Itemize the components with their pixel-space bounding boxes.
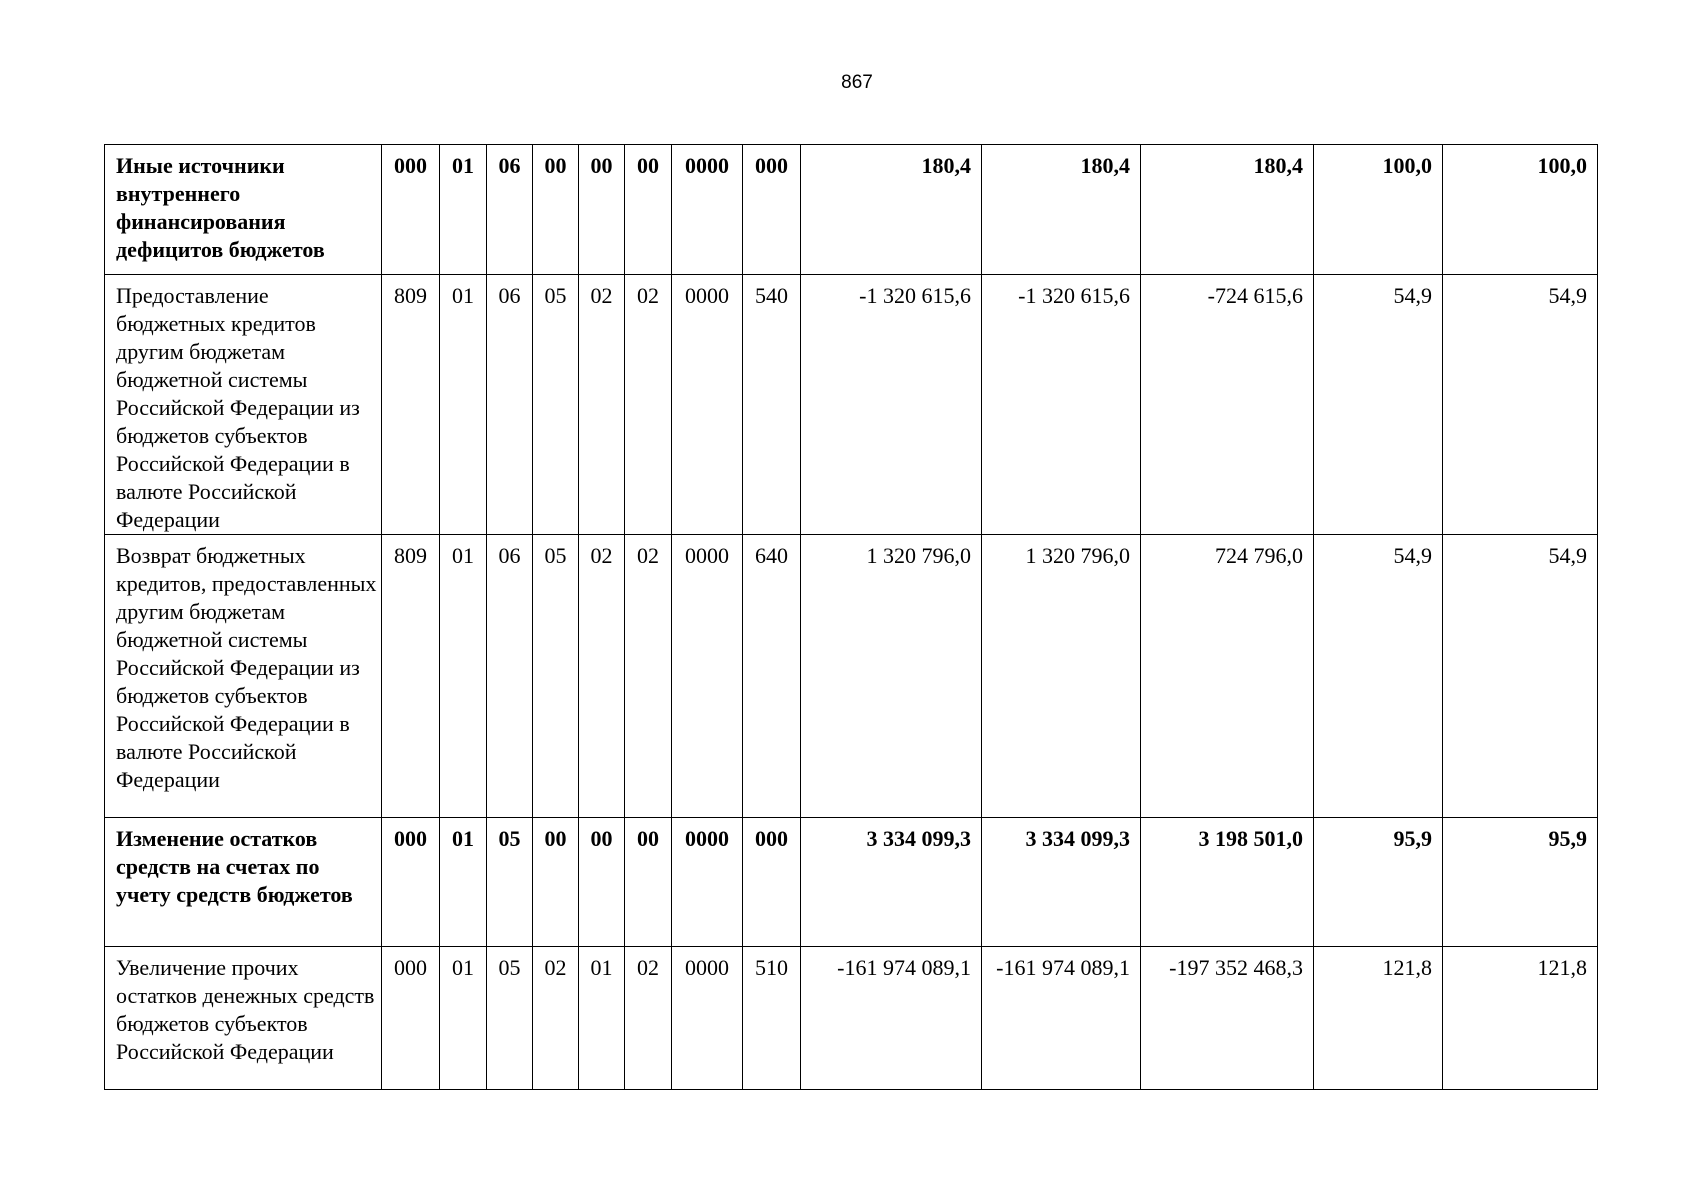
row-name-cell: Иные источники внутреннего финансирования дефицитов бюджетов [105,145,382,275]
code-cell: 02 [625,275,672,535]
code-cell: 02 [625,947,672,1090]
code-cell: 00 [625,145,672,275]
amount-cell: -1 320 615,6 [801,275,982,535]
page-number: 867 [841,72,873,93]
row-name-cell: Возврат бюджетных кредитов, предоставленных другим бюджетам бюджетной системы Российской Федерации из бюджетов субъектов Российской Федерации в валюте Российской Федерации [105,535,382,818]
code-cell: 01 [440,947,487,1090]
code-cell: 01 [440,145,487,275]
code-cell: 000 [382,947,440,1090]
percent-cell: 54,9 [1443,535,1598,818]
code-cell: 00 [533,818,579,947]
percent-cell: 121,8 [1314,947,1443,1090]
code-cell: 809 [382,275,440,535]
percent-cell: 100,0 [1443,145,1598,275]
code-cell: 00 [533,145,579,275]
amount-cell: -1 320 615,6 [982,275,1141,535]
code-cell: 05 [533,535,579,818]
code-cell: 0000 [672,818,743,947]
code-cell: 06 [487,535,533,818]
code-cell: 05 [533,275,579,535]
amount-cell: 180,4 [982,145,1141,275]
code-cell: 05 [487,947,533,1090]
code-cell: 00 [625,818,672,947]
table-row [105,818,1598,947]
row-name-cell: Увеличение прочих остатков денежных средств бюджетов субъектов Российской Федерации [105,947,382,1090]
code-cell: 00 [579,145,625,275]
code-cell: 06 [487,145,533,275]
code-cell: 02 [625,535,672,818]
code-cell: 510 [743,947,801,1090]
code-cell: 000 [743,818,801,947]
amount-cell: -197 352 468,3 [1141,947,1314,1090]
code-cell: 06 [487,275,533,535]
code-cell: 01 [440,275,487,535]
table-row [105,947,1598,1090]
code-cell: 000 [743,145,801,275]
amount-cell: 1 320 796,0 [982,535,1141,818]
table-row [105,535,1598,818]
percent-cell: 95,9 [1443,818,1598,947]
amount-cell: 180,4 [1141,145,1314,275]
percent-cell: 95,9 [1314,818,1443,947]
code-cell: 0000 [672,535,743,818]
amount-cell: 3 198 501,0 [1141,818,1314,947]
amount-cell: -161 974 089,1 [801,947,982,1090]
code-cell: 01 [440,535,487,818]
table-row [105,145,1598,275]
budget-sources-table [104,144,1598,1090]
code-cell: 0000 [672,275,743,535]
code-cell: 00 [579,818,625,947]
amount-cell: 724 796,0 [1141,535,1314,818]
code-cell: 809 [382,535,440,818]
percent-cell: 121,8 [1443,947,1598,1090]
amount-cell: 1 320 796,0 [801,535,982,818]
amount-cell: -161 974 089,1 [982,947,1141,1090]
code-cell: 01 [579,947,625,1090]
code-cell: 0000 [672,947,743,1090]
table-row [105,275,1598,535]
code-cell: 000 [382,145,440,275]
amount-cell: -724 615,6 [1141,275,1314,535]
amount-cell: 3 334 099,3 [801,818,982,947]
percent-cell: 54,9 [1314,275,1443,535]
percent-cell: 54,9 [1443,275,1598,535]
amount-cell: 180,4 [801,145,982,275]
code-cell: 01 [440,818,487,947]
code-cell: 02 [533,947,579,1090]
row-name-cell: Изменение остатков средств на счетах по учету средств бюджетов [105,818,382,947]
percent-cell: 100,0 [1314,145,1443,275]
code-cell: 05 [487,818,533,947]
code-cell: 540 [743,275,801,535]
code-cell: 02 [579,275,625,535]
code-cell: 640 [743,535,801,818]
amount-cell: 3 334 099,3 [982,818,1141,947]
code-cell: 000 [382,818,440,947]
code-cell: 02 [579,535,625,818]
percent-cell: 54,9 [1314,535,1443,818]
row-name-cell: Предоставление бюджетных кредитов другим бюджетам бюджетной системы Российской Федерации из бюджетов субъектов Российской Федерации в валюте Российской Федерации [105,275,382,535]
code-cell: 0000 [672,145,743,275]
